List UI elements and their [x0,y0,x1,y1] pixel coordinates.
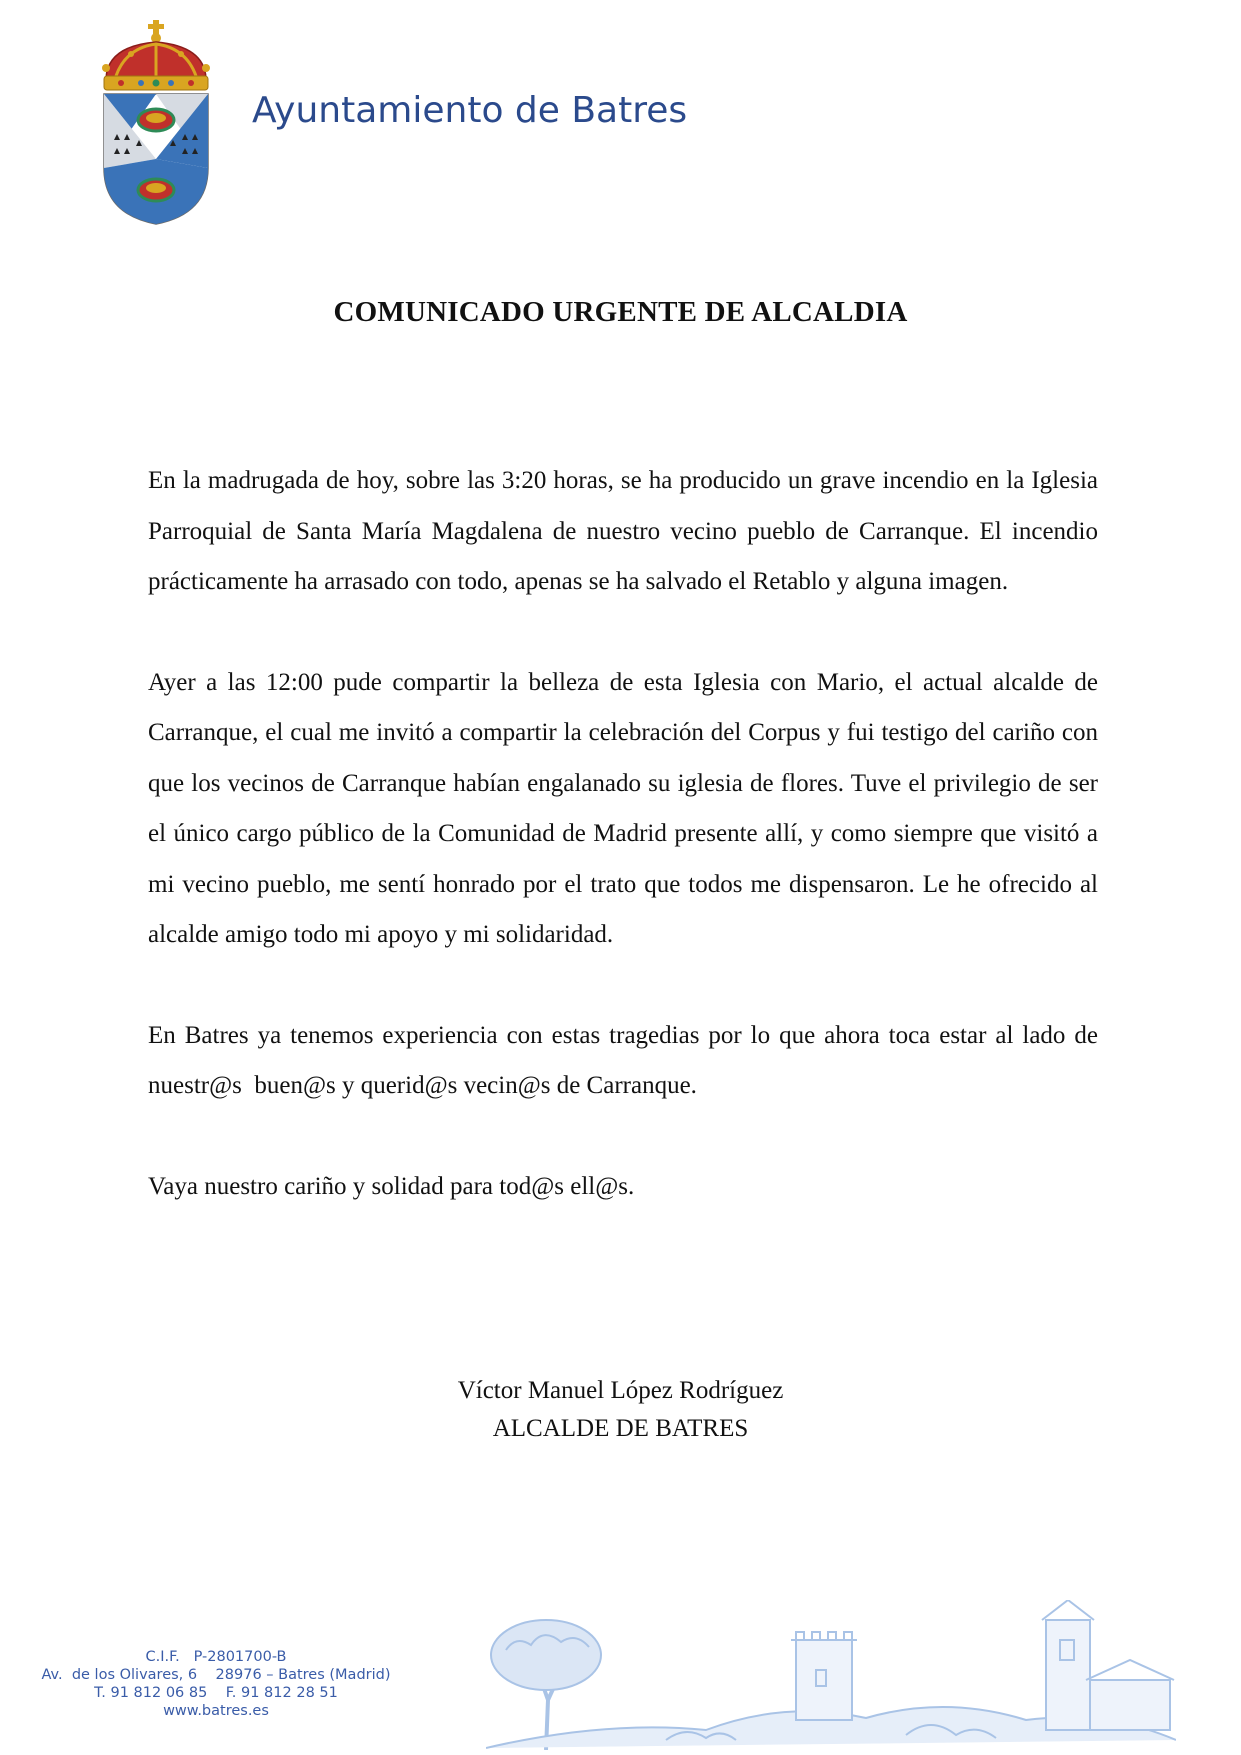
paragraph-experience: En Batres ya tenemos experiencia con estas tragedias por lo que ahora toca estar al lado de nuestr@s buen@s y querid@s vecin@s de Carranque. [148,1021,1105,1099]
crown-icon [102,20,210,90]
footer-address: Av. de los Olivares, 6 28976 – Batres (Madrid) [41,1667,391,1683]
shield-icon [104,94,208,224]
signature-block [0,1372,1241,1448]
batres-coat-of-arms-logo [96,18,216,228]
document-title: COMUNICADO URGENTE DE ALCALDIA [333,296,908,328]
paragraph-visit: Ayer a las 12:00 pude compartir la belleza de esta Iglesia con Mario, el actual alcalde de Carranque, el cual me invitó a compartir la celebración del Corpus y fui testigo del cariño con que los vecinos de Carranque habían engalanado su iglesia de flores. Tuve el privilegio de ser el único cargo público de la Comunidad de Madrid presente allí, y como siempre que visitó a mi vecino pueblo, me sentí honrado por el trato que todos me dispensaron. Le he ofrecido al alcalde amigo todo mi apoyo y mi solidaridad. [148,668,1105,948]
signer-name: Víctor Manuel López Rodríguez [457,1377,784,1404]
organization-name: Ayuntamiento de Batres [252,90,688,131]
footer-cif: C.I.F. P-2801700-B [145,1649,287,1665]
footer-contact [20,1648,412,1720]
footer-phones: T. 91 812 06 85 F. 91 812 28 51 [94,1685,338,1701]
landscape-illustration [486,1600,1176,1750]
signer-position: ALCALDE DE BATRES [492,1415,749,1442]
paragraph-incident: En la madrugada de hoy, sobre las 3:20 horas, se ha producido un grave incendio en la Iglesia Parroquial de Santa María Magdalena de nuestro vecino pueblo de Carranque. El incendio prácticamente ha arrasado con todo, apenas se ha salvado el Retablo y alguna imagen. [148,467,1105,595]
footer-website[interactable]: www.batres.es [163,1703,269,1719]
document-body [148,456,1105,1262]
tower-icon [791,1632,857,1720]
church-icon [1042,1600,1174,1730]
paragraph-closing: Vaya nuestro cariño y solidad para tod@s ell@s. [148,1172,635,1200]
